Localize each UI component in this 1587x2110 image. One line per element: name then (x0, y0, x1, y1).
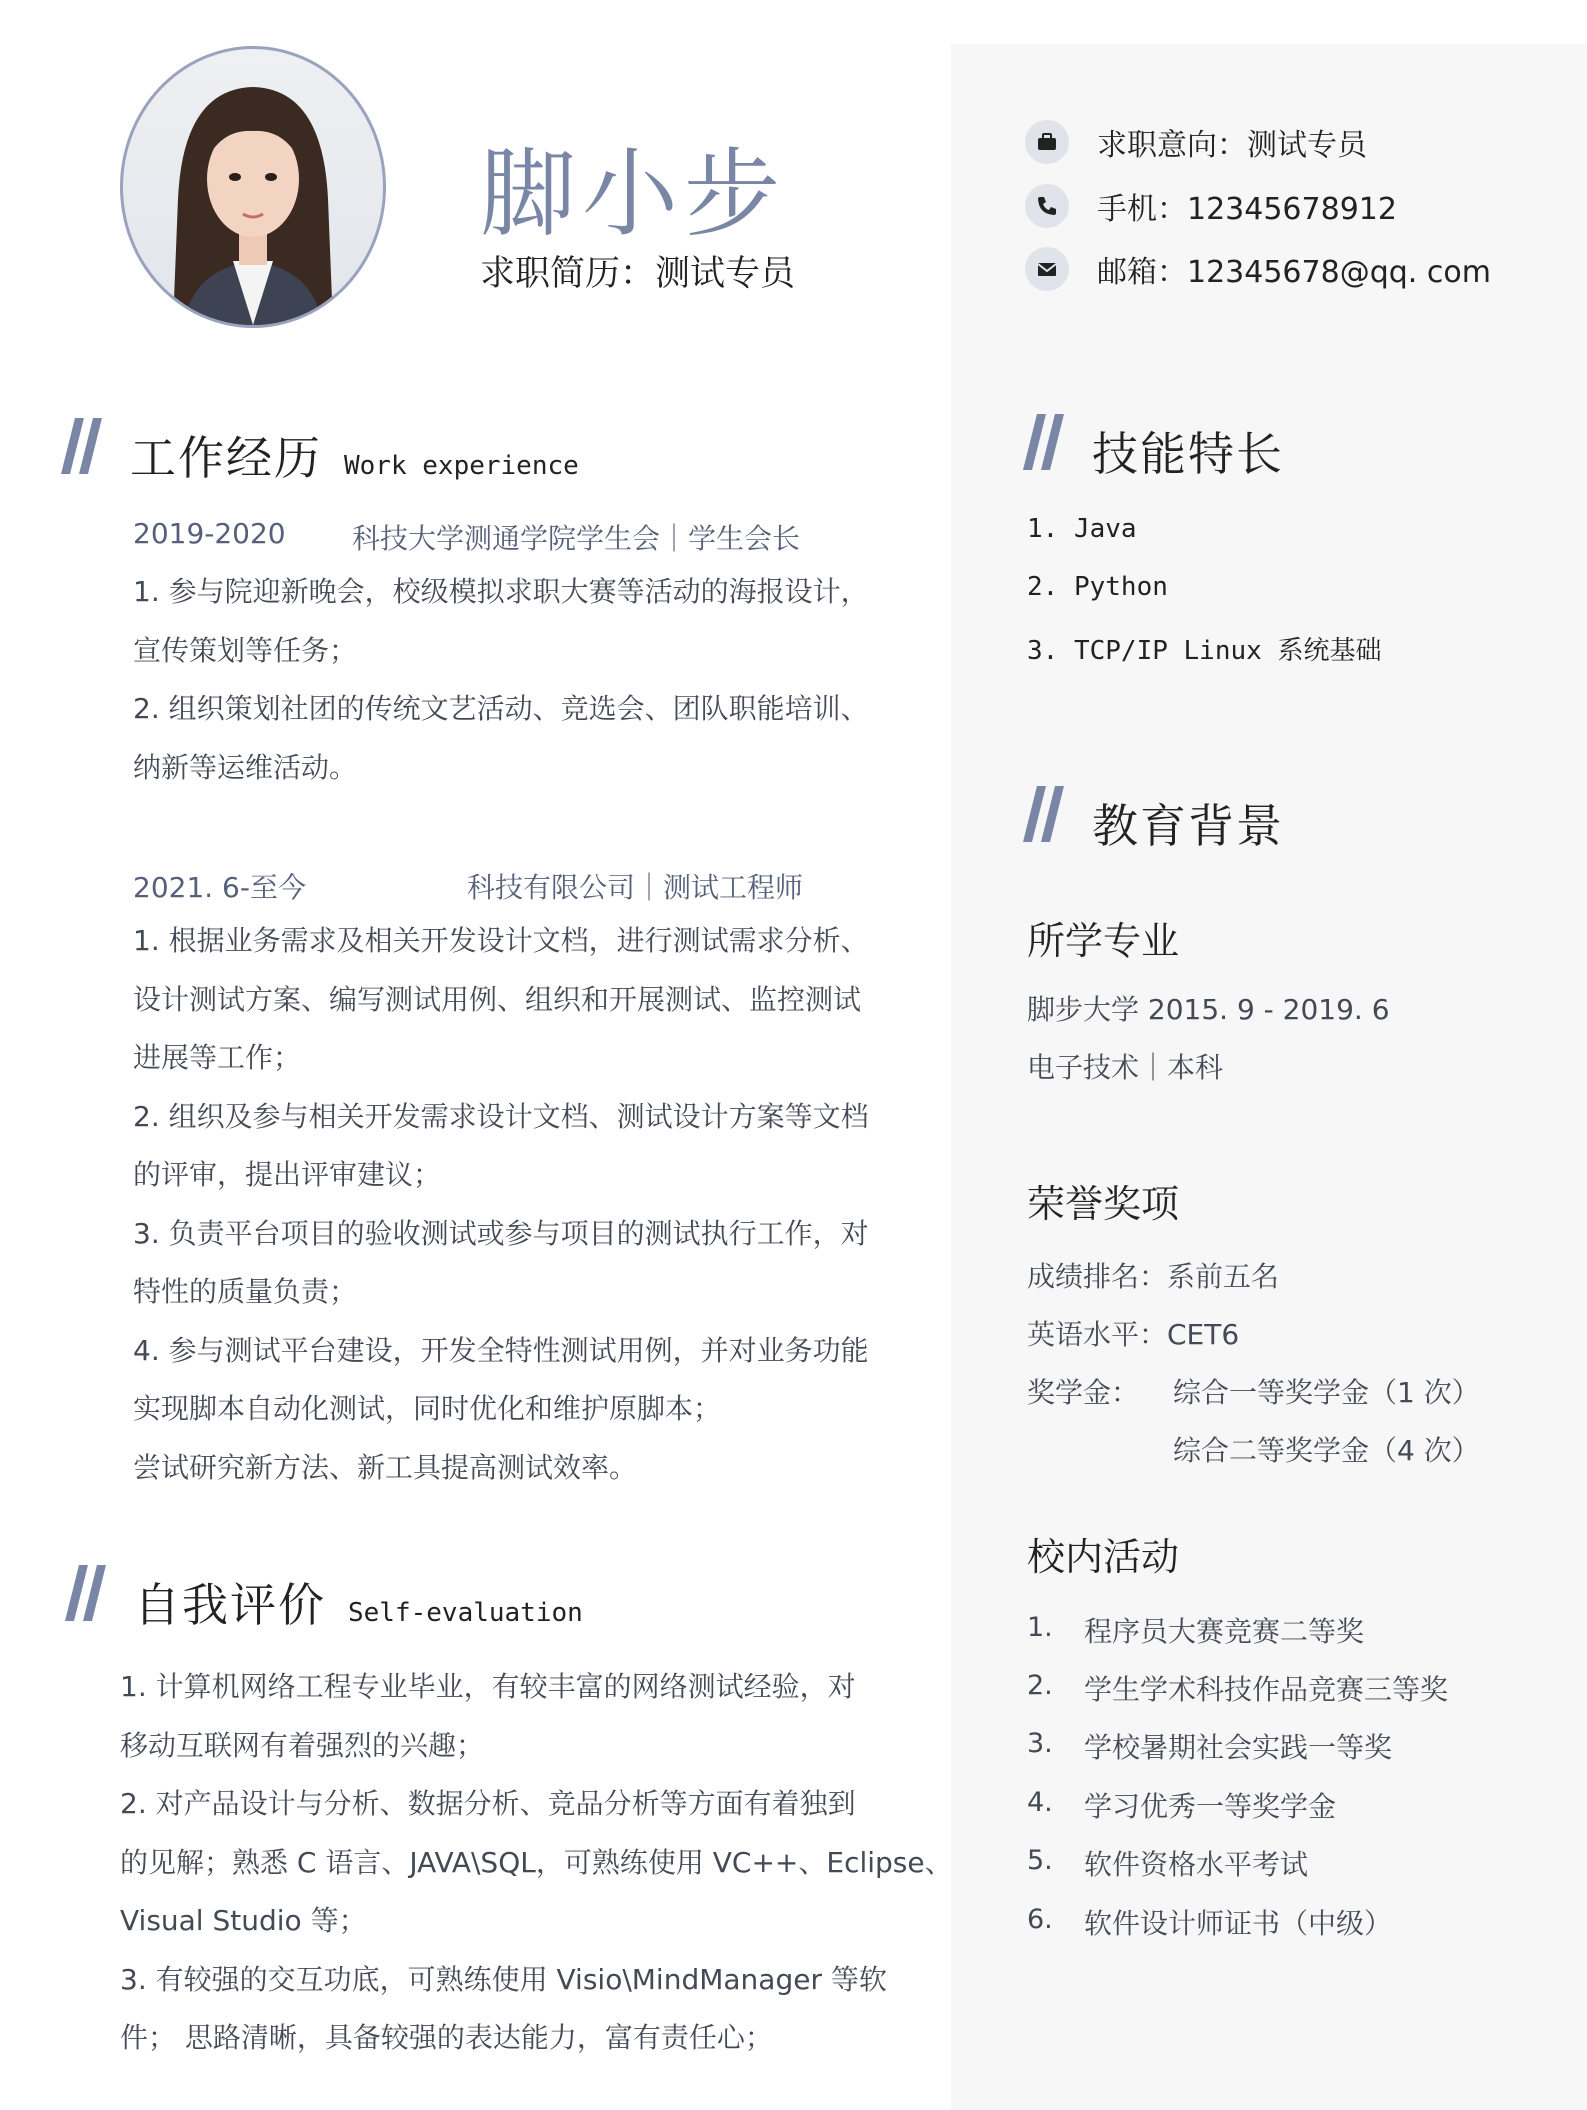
activity-number: 1. (1027, 1612, 1053, 1643)
exp-line: 纳新等运维活动。 (133, 750, 358, 784)
skill-item: 3. TCP/IP Linux 系统基础 (1027, 636, 1382, 666)
major-line: 电子技术｜本科 (1027, 1051, 1224, 1084)
activity-number: 5. (1027, 1845, 1053, 1876)
activity-text: 学习优秀一等奖学金 (1084, 1790, 1337, 1823)
self-eval-line: 移动互联网有着强烈的兴趣； (120, 1728, 485, 1762)
skills-section-title: 技能特长 (1092, 427, 1284, 481)
exp-line: 尝试研究新方法、新工具提高测试效率。 (133, 1450, 638, 1484)
exp-line: 4. 参与测试平台建设，开发全特性测试用例，并对业务功能 (133, 1333, 869, 1367)
avatar (120, 46, 386, 328)
activity-text: 学校暑期社会实践一等奖 (1084, 1731, 1393, 1764)
major-subheading: 所学专业 (1027, 919, 1180, 963)
activity-text: 软件设计师证书（中级） (1084, 1907, 1393, 1940)
exp-line: 的评审，提出评审建议； (133, 1158, 442, 1191)
exp-line: 特性的质量负责； (133, 1275, 358, 1308)
contact-email (1025, 247, 1491, 291)
activity-text: 学生学术科技作品竞赛三等奖 (1084, 1673, 1449, 1706)
education-section-title: 教育背景 (1092, 799, 1284, 853)
self-eval-section-header (72, 1565, 583, 1635)
self-eval-line: 1. 计算机网络工程专业毕业，有较丰富的网络测试经验，对 (120, 1670, 856, 1703)
candidate-name: 脚小步 (480, 138, 786, 250)
exp-line: 2. 组织及参与相关开发需求设计文档、测试设计方案等文档 (133, 1099, 869, 1133)
contact-job-intent (1025, 120, 1367, 164)
self-eval-section-title: 自我评价 (134, 1578, 326, 1632)
exp-line: 宣传策划等任务； (133, 633, 358, 667)
section-slash-icon (1030, 414, 1066, 470)
self-eval-section-title-en: Self-evaluation (348, 1598, 583, 1628)
exp-line: 实现脚本自动化测试，同时优化和维护原脚本； (133, 1392, 722, 1425)
activity-number: 6. (1027, 1904, 1053, 1935)
skill-item: 1. Java (1027, 514, 1137, 544)
scholarship-label: 奖学金： (1027, 1376, 1140, 1409)
english-line: 英语水平：CET6 (1027, 1318, 1240, 1351)
work-section-title: 工作经历 (130, 431, 322, 485)
contact-phone-text: 手机：12345678912 (1097, 192, 1397, 227)
exp-line: 设计测试方案、编写测试用例、组织和开展测试、监控测试 (133, 982, 862, 1016)
activity-text: 软件资格水平考试 (1084, 1848, 1309, 1881)
briefcase-icon (1025, 120, 1069, 164)
section-slash-icon (72, 1565, 108, 1621)
scholarship-item: 综合一等奖学金（1 次） (1173, 1376, 1480, 1409)
exp-org: 科技大学测通学院学生会｜学生会长 (352, 522, 801, 555)
contact-job-intent-text: 求职意向：测试专员 (1097, 128, 1367, 163)
rank-line: 成绩排名：系前五名 (1027, 1260, 1280, 1293)
contact-email-text: 邮箱：12345678@qq. com (1097, 255, 1491, 290)
activities-subheading: 校内活动 (1027, 1535, 1180, 1579)
exp-line: 1. 根据业务需求及相关开发设计文档，进行测试需求分析、 (133, 924, 869, 957)
self-eval-description (120, 1658, 953, 2068)
exp-line: 1. 参与院迎新晚会，校级模拟求职大赛等活动的海报设计， (133, 575, 869, 608)
exp-org: 科技有限公司｜测试工程师 (467, 871, 804, 904)
scholarship-item: 综合二等奖学金（4 次） (1173, 1434, 1480, 1467)
section-slash-icon (1030, 786, 1066, 842)
honors-subheading: 荣誉奖项 (1027, 1182, 1180, 1226)
self-eval-line: Visual Studio 等； (120, 1904, 367, 1937)
exp-line: 2. 组织策划社团的传统文艺活动、竞选会、团队职能培训、 (133, 692, 869, 725)
work-section-title-en: Work experience (344, 451, 579, 481)
skill-item: 2. Python (1027, 572, 1168, 602)
phone-icon (1025, 184, 1069, 228)
skills-section-header (1030, 414, 1284, 484)
activity-number: 4. (1027, 1787, 1053, 1818)
section-slash-icon (68, 418, 104, 474)
self-eval-line: 的见解；熟悉 C 语言、JAVA\SQL，可熟练使用 VC++、Eclipse、 (120, 1845, 953, 1879)
mail-icon (1025, 247, 1069, 291)
activity-text: 程序员大赛竞赛二等奖 (1084, 1615, 1365, 1648)
activity-number: 2. (1027, 1670, 1053, 1701)
education-section-header (1030, 786, 1284, 856)
exp-description (133, 563, 869, 797)
resume-subtitle: 求职简历：测试专员 (480, 254, 796, 294)
self-eval-line: 件； 思路清晰，具备较强的表达能力，富有责任心； (120, 2021, 773, 2054)
activity-number: 3. (1027, 1728, 1053, 1759)
self-eval-line: 3. 有较强的交互功底，可熟练使用 Visio\MindManager 等软 (120, 1962, 887, 1996)
exp-period: 2021. 6-至今 (133, 871, 306, 904)
school-line: 脚步大学 2015. 9 - 2019. 6 (1027, 993, 1390, 1026)
work-section-header (68, 418, 579, 488)
exp-line: 进展等工作； (133, 1041, 302, 1074)
self-eval-line: 2. 对产品设计与分析、数据分析、竞品分析等方面有着独到 (120, 1787, 856, 1820)
exp-period: 2019-2020 (133, 517, 286, 550)
contact-phone (1025, 184, 1397, 228)
exp-line: 3. 负责平台项目的验收测试或参与项目的测试执行工作，对 (133, 1216, 869, 1250)
exp-description (133, 912, 869, 1497)
